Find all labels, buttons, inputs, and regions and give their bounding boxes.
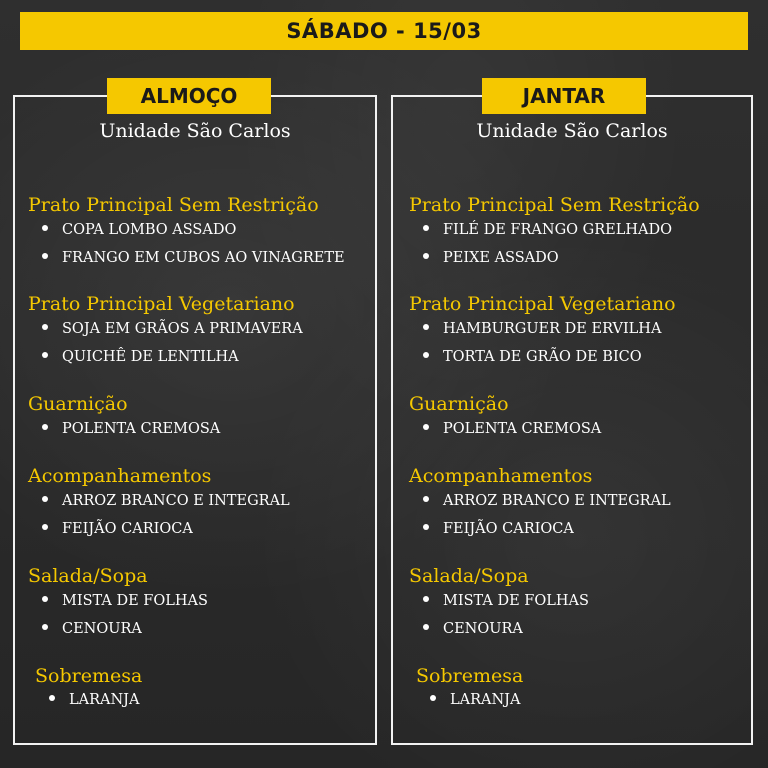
section-title: Salada/Sopa	[409, 565, 529, 587]
list-item	[423, 592, 589, 610]
bullet-icon	[42, 596, 48, 602]
bullet-icon	[42, 352, 48, 358]
dinner-unit: Unidade São Carlos	[476, 120, 668, 142]
list-item	[423, 320, 661, 338]
menu-item-label: QUICHÊ DE LENTILHA	[62, 349, 239, 365]
list-item	[42, 520, 193, 538]
bullet-icon	[423, 596, 429, 602]
bullet-icon	[423, 352, 429, 358]
bullet-icon	[423, 624, 429, 630]
section-title: Prato Principal Sem Restrição	[409, 194, 700, 216]
bullet-icon	[423, 253, 429, 259]
bullet-icon	[42, 324, 48, 330]
lunch-unit: Unidade São Carlos	[99, 120, 291, 142]
menu-item-label: FILÉ DE FRANGO GRELHADO	[443, 222, 672, 238]
list-item	[49, 691, 139, 709]
list-item	[42, 221, 236, 239]
menu-item-label: POLENTA CREMOSA	[443, 421, 602, 437]
section-title: Prato Principal Vegetariano	[28, 293, 295, 315]
menu-item-label: FRANGO EM CUBOS AO VINAGRETE	[62, 250, 345, 266]
dinner-tab-label: JANTAR	[522, 84, 606, 108]
menu-item-label: ARROZ BRANCO E INTEGRAL	[62, 493, 290, 509]
list-item	[42, 592, 208, 610]
bullet-icon	[423, 524, 429, 530]
bullet-icon	[423, 225, 429, 231]
bullet-icon	[42, 496, 48, 502]
menu-item-label: MISTA DE FOLHAS	[443, 593, 589, 609]
bullet-icon	[42, 424, 48, 430]
section-title: Acompanhamentos	[409, 465, 593, 487]
dinner-tab	[482, 78, 646, 114]
bullet-icon	[42, 524, 48, 530]
list-item	[423, 348, 642, 366]
menu-item-label: SOJA EM GRÃOS A PRIMAVERA	[62, 321, 303, 337]
section-title: Acompanhamentos	[28, 465, 212, 487]
menu-item-label: COPA LOMBO ASSADO	[62, 222, 237, 238]
menu-item-label: PEIXE ASSADO	[443, 250, 559, 266]
menu-item-label: FEIJÃO CARIOCA	[443, 521, 574, 537]
list-item	[42, 620, 142, 638]
list-item	[423, 249, 559, 267]
menu-item-label: POLENTA CREMOSA	[62, 421, 221, 437]
menu-item-label: ARROZ BRANCO E INTEGRAL	[443, 493, 671, 509]
date-title: SÁBADO - 15/03	[286, 19, 482, 43]
menu-item-label: TORTA DE GRÃO DE BICO	[443, 349, 642, 365]
section-title: Prato Principal Vegetariano	[409, 293, 676, 315]
list-item	[430, 691, 520, 709]
lunch-tab-label: ALMOÇO	[140, 84, 238, 108]
bullet-icon	[423, 424, 429, 430]
lunch-tab	[107, 78, 271, 114]
list-item	[42, 320, 303, 338]
bullet-icon	[42, 624, 48, 630]
list-item	[423, 620, 523, 638]
section-title: Salada/Sopa	[28, 565, 148, 587]
menu-item-label: HAMBURGUER DE ERVILHA	[443, 321, 662, 337]
menu-item-label: LARANJA	[450, 692, 521, 708]
bullet-icon	[42, 253, 48, 259]
menu-item-label: MISTA DE FOLHAS	[62, 593, 208, 609]
section-title: Prato Principal Sem Restrição	[28, 194, 319, 216]
bullet-icon	[430, 695, 436, 701]
list-item	[42, 348, 239, 366]
list-item	[42, 492, 290, 510]
bullet-icon	[49, 695, 55, 701]
list-item	[42, 420, 220, 438]
menu-item-label: CENOURA	[443, 621, 523, 637]
list-item	[42, 249, 345, 267]
bullet-icon	[423, 496, 429, 502]
list-item	[423, 520, 574, 538]
list-item	[423, 492, 671, 510]
bullet-icon	[42, 225, 48, 231]
section-title: Sobremesa	[416, 665, 524, 687]
list-item	[423, 420, 601, 438]
date-banner	[20, 12, 748, 50]
bullet-icon	[423, 324, 429, 330]
menu-item-label: CENOURA	[62, 621, 142, 637]
section-title: Guarnição	[28, 393, 128, 415]
menu-item-label: LARANJA	[69, 692, 140, 708]
section-title: Guarnição	[409, 393, 509, 415]
list-item	[423, 221, 672, 239]
menu-item-label: FEIJÃO CARIOCA	[62, 521, 193, 537]
section-title: Sobremesa	[35, 665, 143, 687]
